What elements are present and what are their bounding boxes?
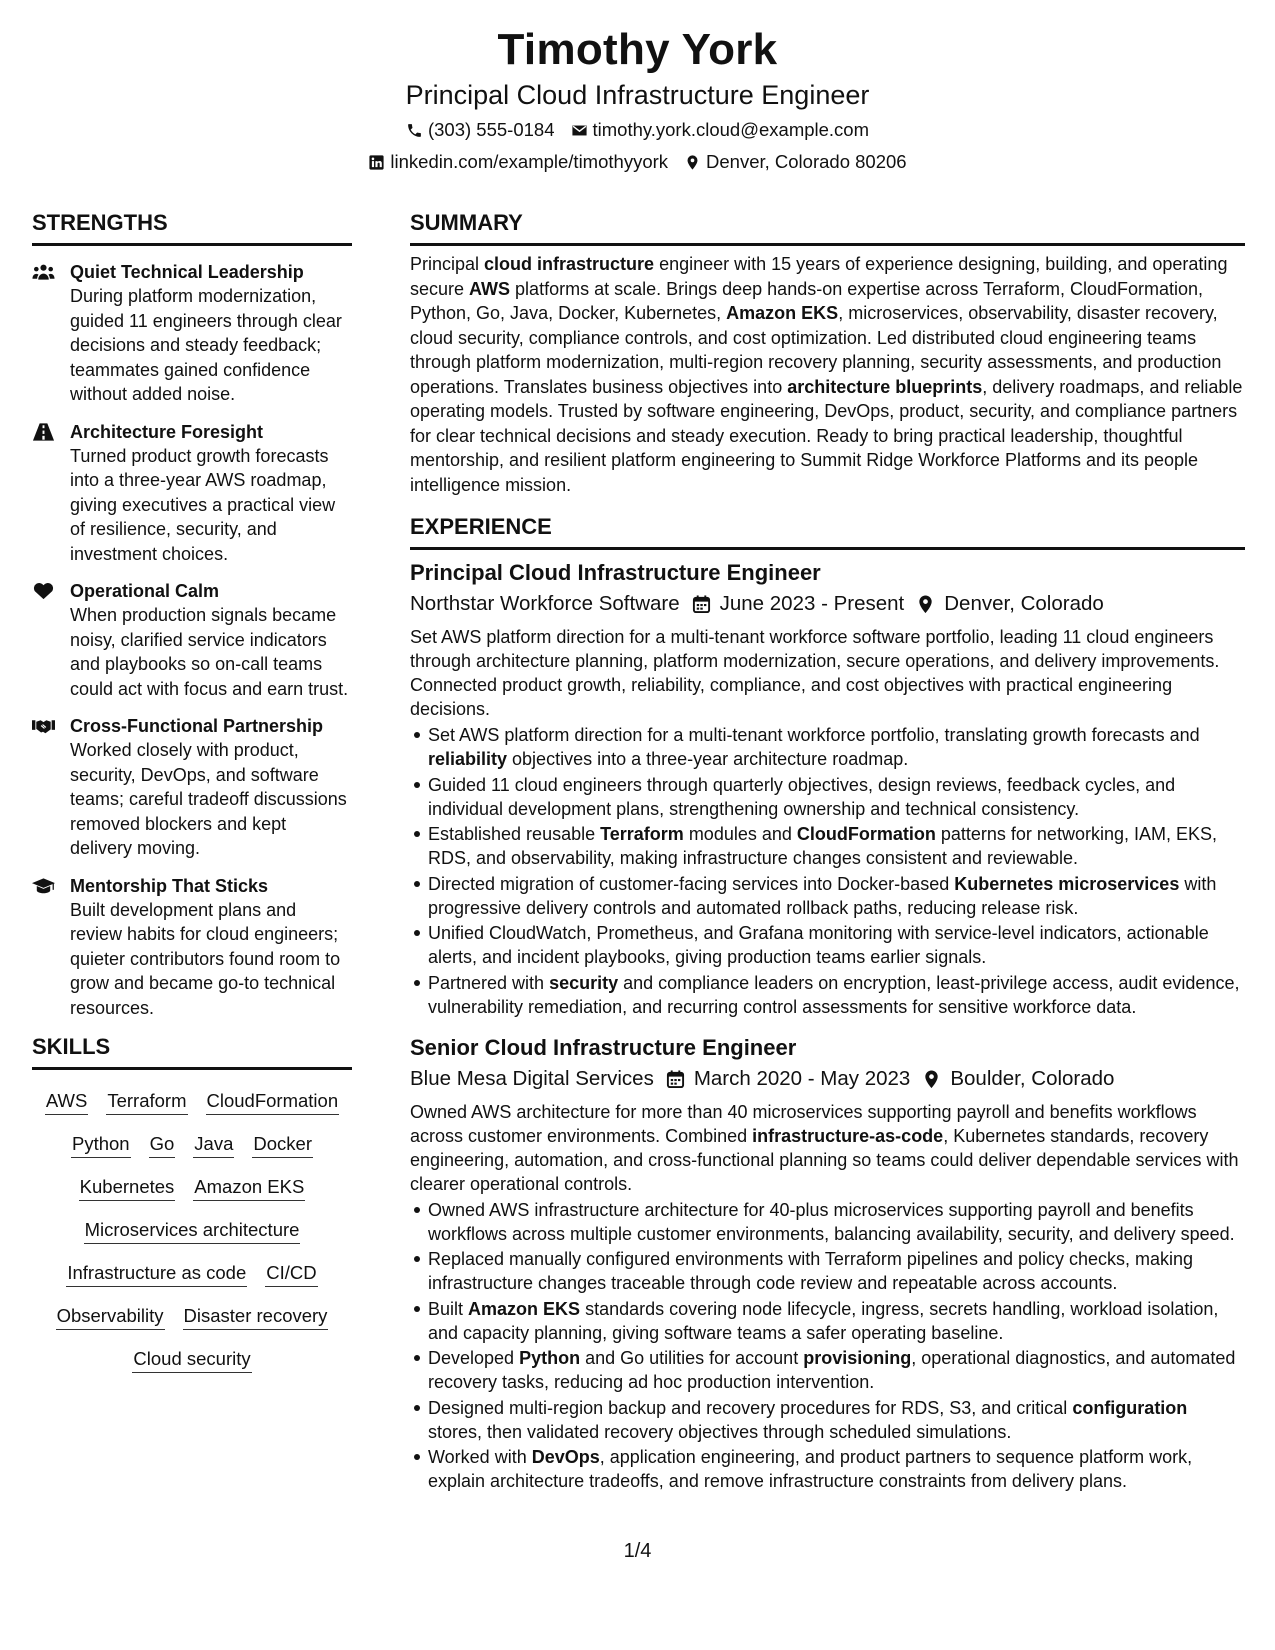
strengths-list (32, 260, 352, 1020)
skill-tag: Kubernetes (79, 1174, 176, 1201)
heart-icon (32, 579, 70, 701)
contact-linkedin[interactable] (368, 150, 668, 174)
job-meta (410, 1065, 1245, 1093)
strength-item (32, 714, 352, 861)
resume-header (0, 20, 1275, 174)
strength-body (70, 260, 352, 407)
emphasis-keyword: provisioning (803, 1348, 912, 1368)
job-title: Senior Cloud Infrastructure Engineer (410, 1034, 797, 1060)
skill-tag: Microservices architecture (84, 1217, 301, 1244)
job-location-text: Boulder, Colorado (950, 1066, 1115, 1090)
skill-tag: Cloud security (132, 1346, 251, 1373)
candidate-name: Timothy York (497, 25, 778, 74)
contact-location (684, 150, 907, 174)
job-dates-text: March 2020 - May 2023 (693, 1066, 911, 1090)
candidate-headline: Principal Cloud Infrastructure Engineer (405, 80, 870, 110)
strength-description: Built development plans and review habits for cloud engineers; quieter contributors found room to grow and became go-to technical resources. (70, 899, 341, 1018)
skill-tag: Observability (56, 1303, 165, 1330)
emphasis-keyword: Amazon EKS (726, 303, 839, 323)
strength-body (70, 874, 352, 1021)
emphasis-keyword: security (549, 972, 619, 993)
job-location (916, 590, 1104, 618)
skill-tag: Docker (252, 1131, 313, 1158)
experience-heading: EXPERIENCE (410, 514, 552, 539)
job-bullet: Established reusable Terraform modules and CloudFormation patterns for networking, IAM, EKS, RDS, and observability, making infrastructure changes consistent and reviewable. (428, 822, 1245, 870)
job-bullet: Replaced manually configured environments with Terraform pipelines and policy checks, making infrastructure changes traceable through code review and repeatable across accounts. (428, 1247, 1245, 1295)
skill-tag: Amazon EKS (193, 1174, 305, 1201)
map-pin-icon (684, 154, 701, 171)
strength-body (70, 714, 352, 861)
emphasis-keyword: DevOps (531, 1447, 600, 1467)
emphasis-keyword: infrastructure-as-code (752, 1125, 944, 1146)
strength-item (32, 874, 352, 1021)
strength-title: Quiet Technical Leadership (70, 262, 304, 282)
skill-tag: CI/CD (265, 1260, 317, 1287)
strength-title: Cross-Functional Partnership (70, 716, 324, 736)
job-bullet: Worked with DevOps, application engineering, and product partners to sequence platform work, explain architecture tradeoffs, and remove infrastructure constraints from delivery plans. (428, 1445, 1245, 1493)
job-title: Principal Cloud Infrastructure Engineer (410, 560, 821, 585)
strength-description: When production signals became noisy, clarified service indicators and playbooks so on-call teams could act with focus and earn trust. (70, 605, 349, 699)
emphasis-keyword: architecture blueprints (787, 376, 983, 397)
job-summary: Owned AWS architecture for more than 40 microservices supporting payroll and benefits workflows across customer environments. Combined infrastructure-as-code, Kubernetes standards, recovery engineering, automation, and cross-functional planning so teams could deliver dependable services with clearer operational controls. (410, 1101, 1239, 1194)
job-entry (410, 558, 1245, 1019)
skills-heading: SKILLS (32, 1034, 111, 1059)
summary-divider (410, 243, 1245, 246)
skill-tag: Disaster recovery (183, 1303, 329, 1330)
job-bullets (410, 1198, 1245, 1494)
page-number: 1/4 (623, 1540, 652, 1562)
job-location-text: Denver, Colorado (944, 592, 1104, 615)
strength-title: Architecture Foresight (70, 421, 264, 442)
emphasis-keyword: Terraform (600, 824, 684, 844)
strength-body (70, 579, 352, 701)
contact-email[interactable] (571, 118, 870, 142)
map-pin-icon (922, 1069, 941, 1089)
skill-tag: Java (193, 1131, 234, 1158)
emphasis-keyword: Python (519, 1348, 581, 1368)
right-column (410, 209, 1245, 1495)
left-column (32, 209, 352, 1373)
summary-heading: SUMMARY (410, 210, 523, 235)
contact-phone[interactable] (406, 118, 555, 142)
emphasis-keyword: Kubernetes microservices (954, 873, 1180, 894)
handshake-icon (32, 714, 70, 861)
job-company: Blue Mesa Digital Services (410, 1066, 654, 1090)
emphasis-keyword: reliability (428, 749, 508, 769)
strength-item (32, 579, 352, 701)
email-text: timothy.york.cloud@example.com (592, 119, 870, 140)
emphasis-keyword: cloud infrastructure (484, 254, 655, 274)
strengths-divider (32, 243, 352, 246)
emphasis-keyword: AWS (469, 278, 511, 299)
users-icon (32, 260, 70, 407)
linkedin-text: linkedin.com/example/timothyyork (390, 151, 669, 172)
summary-text: Principal cloud infrastructure engineer with 15 years of experience designing, building, and operating secure AWS platforms at scale. Brings deep hands-on expertise across Terraform, CloudFormation, Python, Go, Java, Docker, Kubernetes, Amazon EKS, microservices, observability, disaster recovery, cloud security, compliance controls, and cost optimization. Led distributed cloud engineering teams through platform modernization, multi-region recovery planning, security assessments, and production operations. Translates business objectives into architecture blueprints, delivery roadmaps, and reliable operating models. Trusted by software engineering, DevOps, product, security, and compliance partners for clear technical decisions and steady execution. Ready to bring practical leadership, thoughtful mentorship, and resilient platform engineering to Summit Ridge Workforce Platforms and its people intelligence mission. (410, 254, 1243, 495)
emphasis-keyword: Amazon EKS (468, 1298, 581, 1319)
contact-row-secondary (0, 150, 1275, 174)
job-bullet: Designed multi-region backup and recovery procedures for RDS, S3, and critical configuration stores, then validated recovery objectives through scheduled simulations. (428, 1396, 1245, 1444)
skill-tag: CloudFormation (206, 1088, 340, 1115)
strengths-heading: STRENGTHS (32, 210, 168, 235)
job-location (922, 1065, 1114, 1093)
skills-list (32, 1088, 352, 1373)
calendar-icon (666, 1069, 685, 1089)
job-bullet: Directed migration of customer-facing services into Docker-based Kubernetes microservices with progressive delivery controls and automated rollback paths, reducing release risk. (428, 872, 1245, 920)
contact-row-primary (0, 118, 1275, 142)
emphasis-keyword: CloudFormation (796, 824, 936, 844)
job-bullets (410, 723, 1245, 1019)
skill-tag: AWS (45, 1088, 88, 1115)
skill-tag: Terraform (106, 1088, 187, 1115)
job-dates-text: June 2023 - Present (719, 592, 905, 615)
skill-tag: Python (71, 1131, 131, 1158)
map-pin-icon (916, 594, 935, 614)
experience-list (410, 558, 1245, 1493)
envelope-icon (571, 122, 588, 139)
job-company: Northstar Workforce Software (410, 592, 680, 615)
calendar-icon (692, 594, 711, 614)
strength-description: During platform modernization, guided 11 engineers through clear decisions and steady feedback; teammates gained confidence without added noise. (70, 286, 342, 404)
job-summary: Set AWS platform direction for a multi-tenant workforce software portfolio, leading 11 cloud engineers through architecture planning, platform modernization, secure operations, and delivery improvements. Connected product growth, reliability, compliance, and cost objectives with practical engineering decisions. (410, 627, 1220, 719)
strength-item (32, 260, 352, 407)
skill-tag: Go (149, 1131, 176, 1158)
job-dates (666, 1065, 911, 1093)
job-bullet: Owned AWS infrastructure architecture for 40-plus microservices supporting payroll and benefits workflows across multiple customer environments, balancing availability, security, and delivery speed. (428, 1198, 1245, 1246)
linkedin-icon (368, 154, 385, 171)
skill-tag: Infrastructure as code (66, 1260, 247, 1287)
road-icon (32, 420, 70, 567)
job-dates (692, 590, 905, 618)
strength-body (70, 420, 352, 567)
strength-description: Worked closely with product, security, DevOps, and software teams; careful tradeoff discussions removed blockers and kept delivery moving. (70, 740, 347, 858)
job-bullet: Set AWS platform direction for a multi-tenant workforce portfolio, translating growth forecasts and reliability objectives into a three-year architecture roadmap. (428, 723, 1245, 771)
strength-title: Mentorship That Sticks (70, 875, 269, 896)
job-meta (410, 590, 1245, 618)
strength-title: Operational Calm (70, 581, 220, 601)
location-text: Denver, Colorado 80206 (706, 151, 907, 172)
job-bullet: Unified CloudWatch, Prometheus, and Grafana monitoring with service-level indicators, actionable alerts, and incident playbooks, giving production teams earlier signals. (428, 921, 1245, 969)
experience-divider (410, 547, 1245, 550)
emphasis-keyword: configuration (1072, 1397, 1188, 1418)
phone-text: (303) 555-0184 (427, 119, 555, 140)
phone-icon (406, 122, 423, 139)
job-bullet: Guided 11 cloud engineers through quarterly objectives, design reviews, feedback cycles, and individual development plans, strengthening ownership and technical consistency. (428, 773, 1245, 821)
job-entry (410, 1033, 1245, 1494)
job-bullet: Developed Python and Go utilities for account provisioning, operational diagnostics, and automated recovery tasks, reducing ad hoc production intervention. (428, 1346, 1245, 1394)
job-bullet: Built Amazon EKS standards covering node lifecycle, ingress, secrets handling, workload isolation, and capacity planning, giving software teams a safer operating baseline. (428, 1297, 1245, 1345)
skills-divider (32, 1067, 352, 1070)
strength-item (32, 420, 352, 567)
graduation-cap-icon (32, 874, 70, 1021)
job-bullet: Partnered with security and compliance leaders on encryption, least-privilege access, audit evidence, vulnerability remediation, and recurring control assessments for sensitive workforce data. (428, 971, 1245, 1019)
strength-description: Turned product growth forecasts into a three-year AWS roadmap, giving executives a practical view of resilience, security, and investment choices. (70, 445, 336, 564)
